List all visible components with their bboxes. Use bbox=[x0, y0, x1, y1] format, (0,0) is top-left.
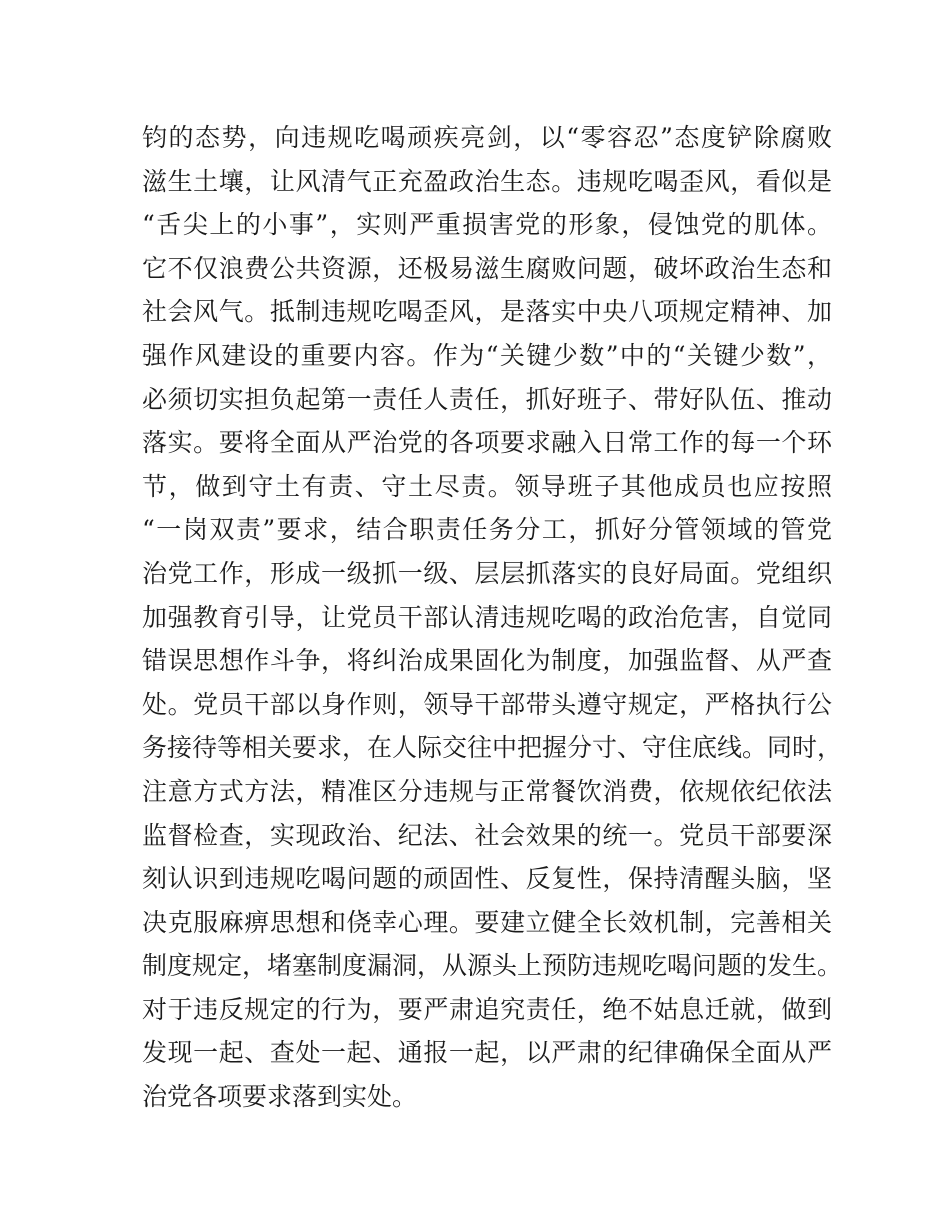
text-line: 对于违反规定的行为，要严肃追究责任，绝不姑息迁就，做到 bbox=[142, 994, 832, 1024]
text-line: 处。党员干部以身作则，领导干部带头遵守规定，严格执行公 bbox=[142, 689, 832, 719]
text-line: 它不仅浪费公共资源，还极易滋生腐败问题，破坏政治生态和 bbox=[142, 253, 832, 283]
text-line: 必须切实担负起第一责任人责任，抓好班子、带好队伍、推动 bbox=[142, 384, 832, 414]
text-line: “舌尖上的小事”，实则严重损害党的形象，侵蚀党的肌体。 bbox=[142, 210, 832, 240]
text-line: 错误思想作斗争，将纠治成果固化为制度，加强监督、从严查 bbox=[142, 646, 832, 676]
body-paragraph bbox=[142, 116, 843, 1119]
text-line: “一岗双责”要求，结合职责任务分工，抓好分管领域的管党 bbox=[142, 515, 832, 545]
text-line: 滋生土壤，让风清气正充盈政治生态。违规吃喝歪风，看似是 bbox=[142, 166, 832, 196]
text-line: 强作风建设的重要内容。作为“关键少数”中的“关键少数”， bbox=[142, 340, 832, 370]
text-line: 刻认识到违规吃喝问题的顽固性、反复性，保持清醒头脑，坚 bbox=[142, 864, 832, 894]
text-line: 治党工作，形成一级抓一级、层层抓落实的良好局面。党组织 bbox=[142, 558, 832, 588]
text-line: 务接待等相关要求，在人际交往中把握分寸、守住底线。同时， bbox=[142, 733, 843, 763]
text-line: 注意方式方法，精准区分违规与正常餐饮消费，依规依纪依法 bbox=[142, 776, 832, 806]
text-line: 节，做到守土有责、守土尽责。领导班子其他成员也应按照 bbox=[142, 471, 832, 501]
text-line: 监督检查，实现政治、纪法、社会效果的统一。党员干部要深 bbox=[142, 820, 832, 850]
text-line: 落实。要将全面从严治党的各项要求融入日常工作的每一个环 bbox=[142, 428, 832, 458]
text-line: 钧的态势，向违规吃喝顽疾亮剑，以“零容忍”态度铲除腐败 bbox=[142, 123, 832, 152]
text-line: 决克服麻痹思想和侥幸心理。要建立健全长效机制，完善相关 bbox=[142, 907, 832, 937]
text-line: 治党各项要求落到实处。 bbox=[142, 1082, 418, 1112]
text-line: 制度规定，堵塞制度漏洞，从源头上预防违规吃喝问题的发生。 bbox=[142, 951, 843, 981]
text-line: 发现一起、查处一起、通报一起，以严肃的纪律确保全面从严 bbox=[142, 1038, 832, 1068]
text-line: 加强教育引导，让党员干部认清违规吃喝的政治危害，自觉同 bbox=[142, 602, 832, 632]
text-line: 社会风气。抵制违规吃喝歪风，是落实中央八项规定精神、加 bbox=[142, 297, 832, 327]
